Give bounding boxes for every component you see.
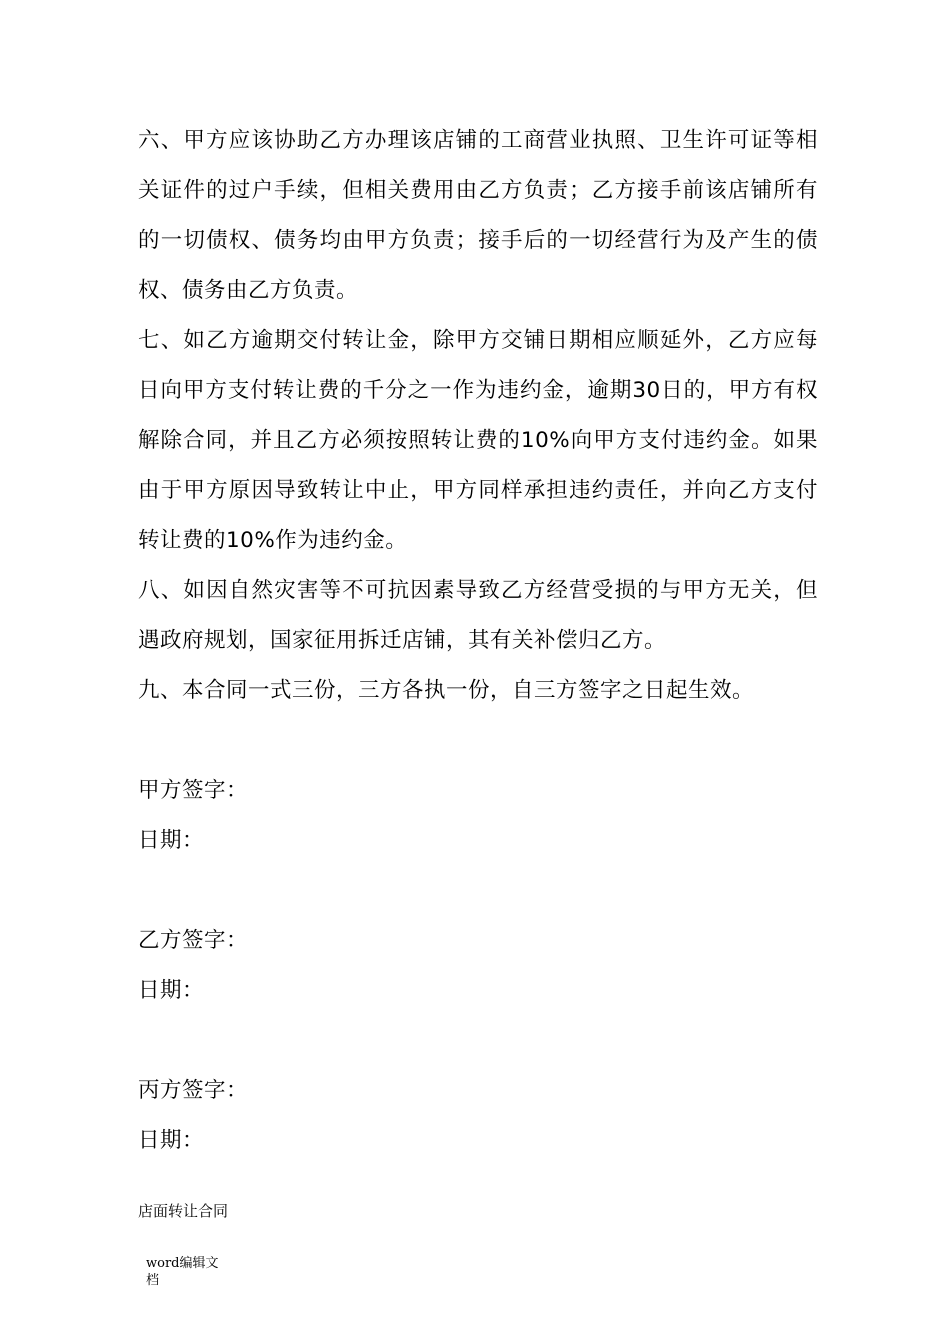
signature-block-party-a bbox=[138, 766, 818, 866]
party-a-date-label: 日期： bbox=[138, 828, 205, 853]
clause-eight: 八、如因自然灾害等不可抗因素导致乙方经营受损的与甲方无关，但遇政府规划，国家征用拆迁店铺，其有关补偿归乙方。 bbox=[138, 578, 818, 653]
clause-seven: 七、如乙方逾期交付转让金，除甲方交铺日期相应顺延外，乙方应每日向甲方支付转让费的千分之一作为违约金，逾期30日的，甲方有权解除合同，并且乙方必须按照转让费的10%向甲方支付违约金。如果由于甲方原因导致转让中止，甲方同样承担违约责任，并向乙方支付转让费的10%作为违约金。 bbox=[138, 328, 818, 553]
party-a-sign-label: 甲方签字： bbox=[138, 778, 249, 803]
party-c-date-label: 日期： bbox=[138, 1128, 205, 1153]
party-b-sign-label: 乙方签字： bbox=[138, 928, 249, 953]
clause-nine: 九、本合同一式三份，三方各执一份，自三方签字之日起生效。 bbox=[138, 678, 755, 703]
footer-edit-note: word编辑文档 bbox=[146, 1256, 219, 1288]
spacer bbox=[138, 866, 818, 916]
signature-block-party-c bbox=[138, 1066, 818, 1166]
spacer bbox=[138, 716, 818, 766]
party-c-sign-label: 丙方签字： bbox=[138, 1078, 249, 1103]
spacer bbox=[138, 1016, 818, 1066]
footer-document-title: 店面转让合同 bbox=[138, 1202, 229, 1220]
signature-block-party-b bbox=[138, 916, 818, 1016]
contract-body bbox=[138, 116, 818, 1166]
party-b-date-label: 日期： bbox=[138, 978, 205, 1003]
clause-six: 六、甲方应该协助乙方办理该店铺的工商营业执照、卫生许可证等相关证件的过户手续，但相关费用由乙方负责；乙方接手前该店铺所有的一切债权、债务均由甲方负责；接手后的一切经营行为及产生的债权、债务由乙方负责。 bbox=[138, 128, 818, 303]
